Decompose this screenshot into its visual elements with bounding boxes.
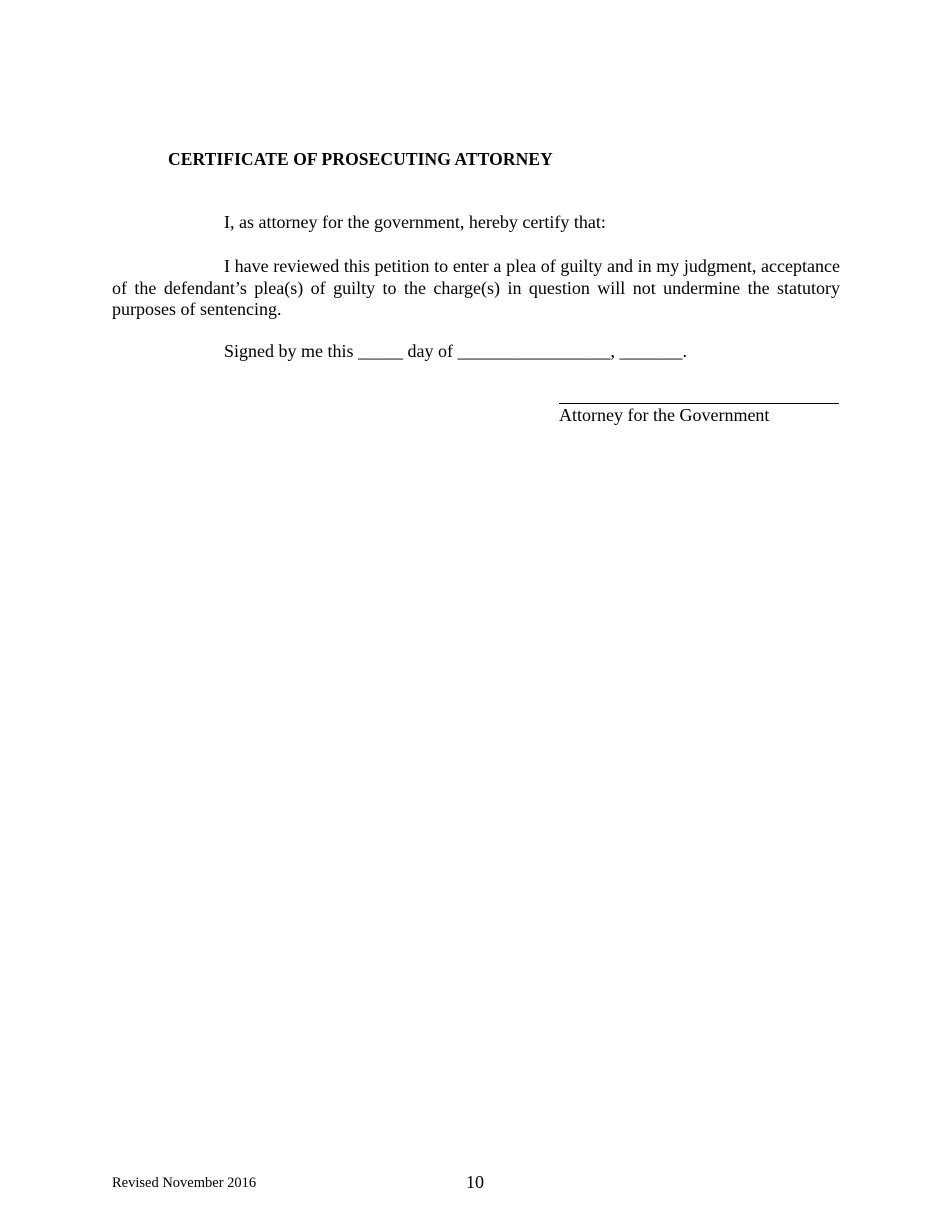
signature-line <box>559 403 839 404</box>
signed-date-line: Signed by me this _____ day of _________________, _______. <box>224 341 687 361</box>
signature-label: Attorney for the Government <box>559 405 770 425</box>
footer-revision-date: Revised November 2016 <box>112 1175 257 1191</box>
certification-paragraph: I have reviewed this petition to enter a plea of guilty and in my judgment, acceptance of the defendant’s plea(s) of guilty to the charge(s) in question will not undermine the statutory purposes of sentencing. <box>112 256 840 319</box>
page-number: 10 <box>466 1172 484 1192</box>
certify-statement: I, as attorney for the government, hereby certify that: <box>224 212 606 232</box>
document-title: CERTIFICATE OF PROSECUTING ATTORNEY <box>168 149 553 169</box>
